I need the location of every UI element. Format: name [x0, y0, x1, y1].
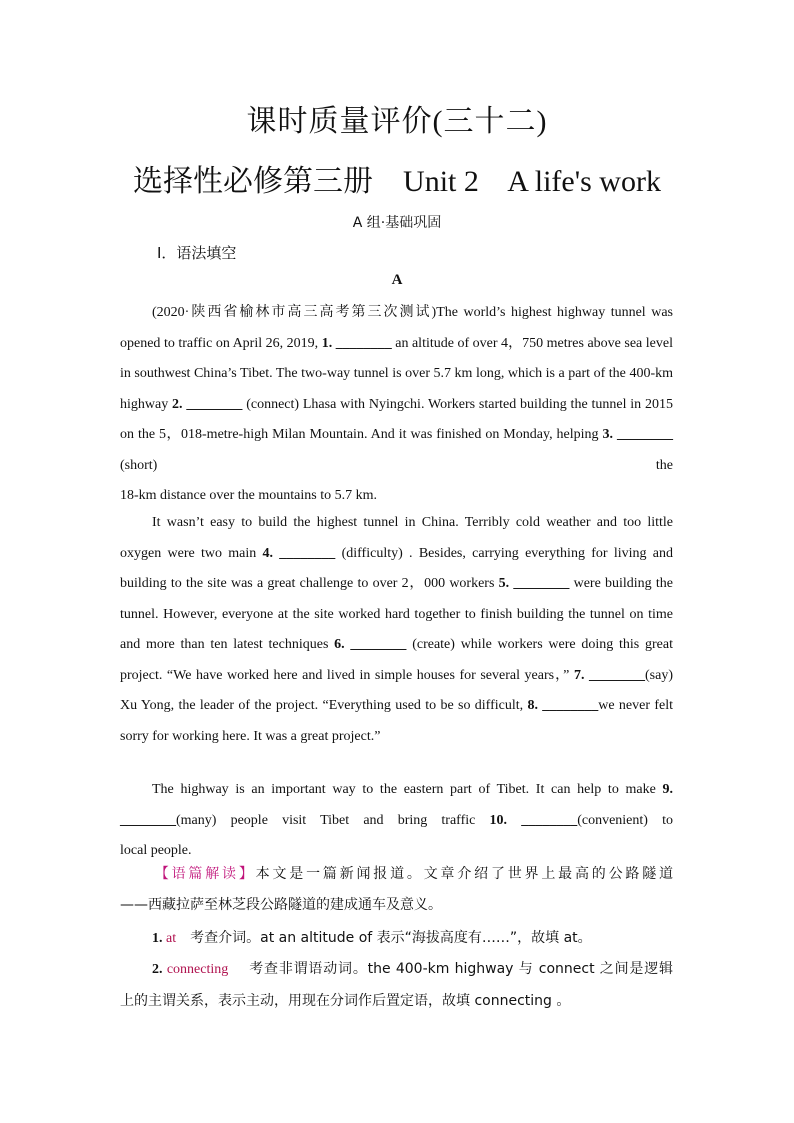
paragraph-text: were building the tunnel. However, everyone at the site worked hard together to finish building the tunnel on time and more than ten latest techniques: [120, 576, 673, 652]
paragraph-last-line: sorry for working here. It was a great project.”: [120, 728, 381, 744]
answer-explanation: 考查介词。at an altitude of 表示“海拔高度有……”，故填 at。: [190, 930, 592, 946]
answer-text: at: [166, 931, 177, 946]
blank-10: 10. ________: [489, 812, 578, 828]
reading-note-tag: 【语篇解读】: [152, 866, 256, 882]
reading-note: [120, 859, 673, 920]
paragraph-text: (convenient) to: [577, 812, 674, 828]
passage-label: A: [391, 272, 403, 288]
group-label: A 组·基础巩固: [352, 215, 442, 231]
blank-5: 5. ________: [498, 576, 570, 591]
passage-paragraph-2: [120, 508, 673, 752]
paragraph-text: It wasn’t easy to build the highest tunnel in China. Terribly cold weather and too little oxygen were two main: [120, 515, 673, 561]
answer-number: 1.: [152, 931, 166, 946]
answer-explanation: 考查非谓语动词。the 400-km highway 与 connect 之间是逻辑: [249, 961, 674, 977]
reading-note-last-line: ——西藏拉萨至林芝段公路隧道的建成通车及意义。: [120, 896, 442, 913]
answer-explanation-last-line: 上的主谓关系，表示主动，用现在分词作后置定语，故填 connecting 。: [120, 992, 571, 1009]
section-label: Ⅰ．语法填空: [157, 244, 237, 262]
blank-4: 4. ________: [262, 545, 336, 561]
passage-paragraph-1: [120, 298, 673, 512]
paragraph-text: (difficulty) . Besides, carrying everything for living and building to the site was a great challenge to over 2，000 workers: [120, 545, 673, 591]
blank-8: 8. ________: [527, 698, 599, 713]
paragraph-last-line: local people.: [120, 843, 192, 858]
blank-1: 1. ________: [321, 335, 392, 351]
reading-note-text: 本文是一篇新闻报道。文章介绍了世界上最高的公路隧道: [255, 866, 674, 882]
blank-3: 3. ________: [602, 427, 674, 442]
blank-7: 7. ________: [573, 667, 646, 683]
paragraph-last-line: 18-km distance over the mountains to 5.7 km.: [120, 488, 378, 503]
paragraph-text: (many) people visit Tibet and bring traffic: [176, 812, 490, 828]
paragraph-text: (connect) Lhasa with Nyingchi. Workers started building the tunnel in 2015 on the 5，018-metre-high Milan Mountain. And it was finished on Monday, helping: [120, 396, 674, 442]
paragraph-text: (create) while workers were doing this great project. “We have worked here and lived in simple houses for several years，”: [120, 637, 673, 683]
page-title: 课时质量评价(三十二): [246, 105, 548, 138]
paragraph-text: (short) the: [120, 457, 673, 473]
answer-item-1: [120, 923, 673, 955]
paragraph-text: (2020·陕西省榆林市高三高考第三次测试)The world’s highest highway tunnel was opened to traffic on April 26, 2019,: [120, 305, 673, 351]
paragraph-text: we never felt: [598, 698, 673, 713]
paragraph-text: an altitude of over 4，750 metres above sea level in southwest China’s Tibet. The two-way tunnel is over 5.7 km long, which is a part of the 400-km highway: [120, 335, 674, 412]
blank-2: 2. ________: [172, 396, 243, 412]
blank-6: 6. ________: [334, 637, 407, 652]
page-subtitle: 选择性必修第三册 Unit 2 A life's work: [133, 165, 661, 198]
answer-text: connecting: [166, 962, 229, 977]
blank-9: 9. ________: [120, 782, 673, 828]
answer-item-2: [120, 954, 673, 1016]
passage-paragraph-3: [120, 775, 673, 867]
answer-number: 2.: [152, 962, 167, 977]
paragraph-text: The highway is an important way to the eastern part of Tibet. It can help to make: [152, 782, 663, 797]
paragraph-text: (say) Xu Yong, the leader of the project. “Everything used to be so difficult,: [120, 667, 674, 713]
